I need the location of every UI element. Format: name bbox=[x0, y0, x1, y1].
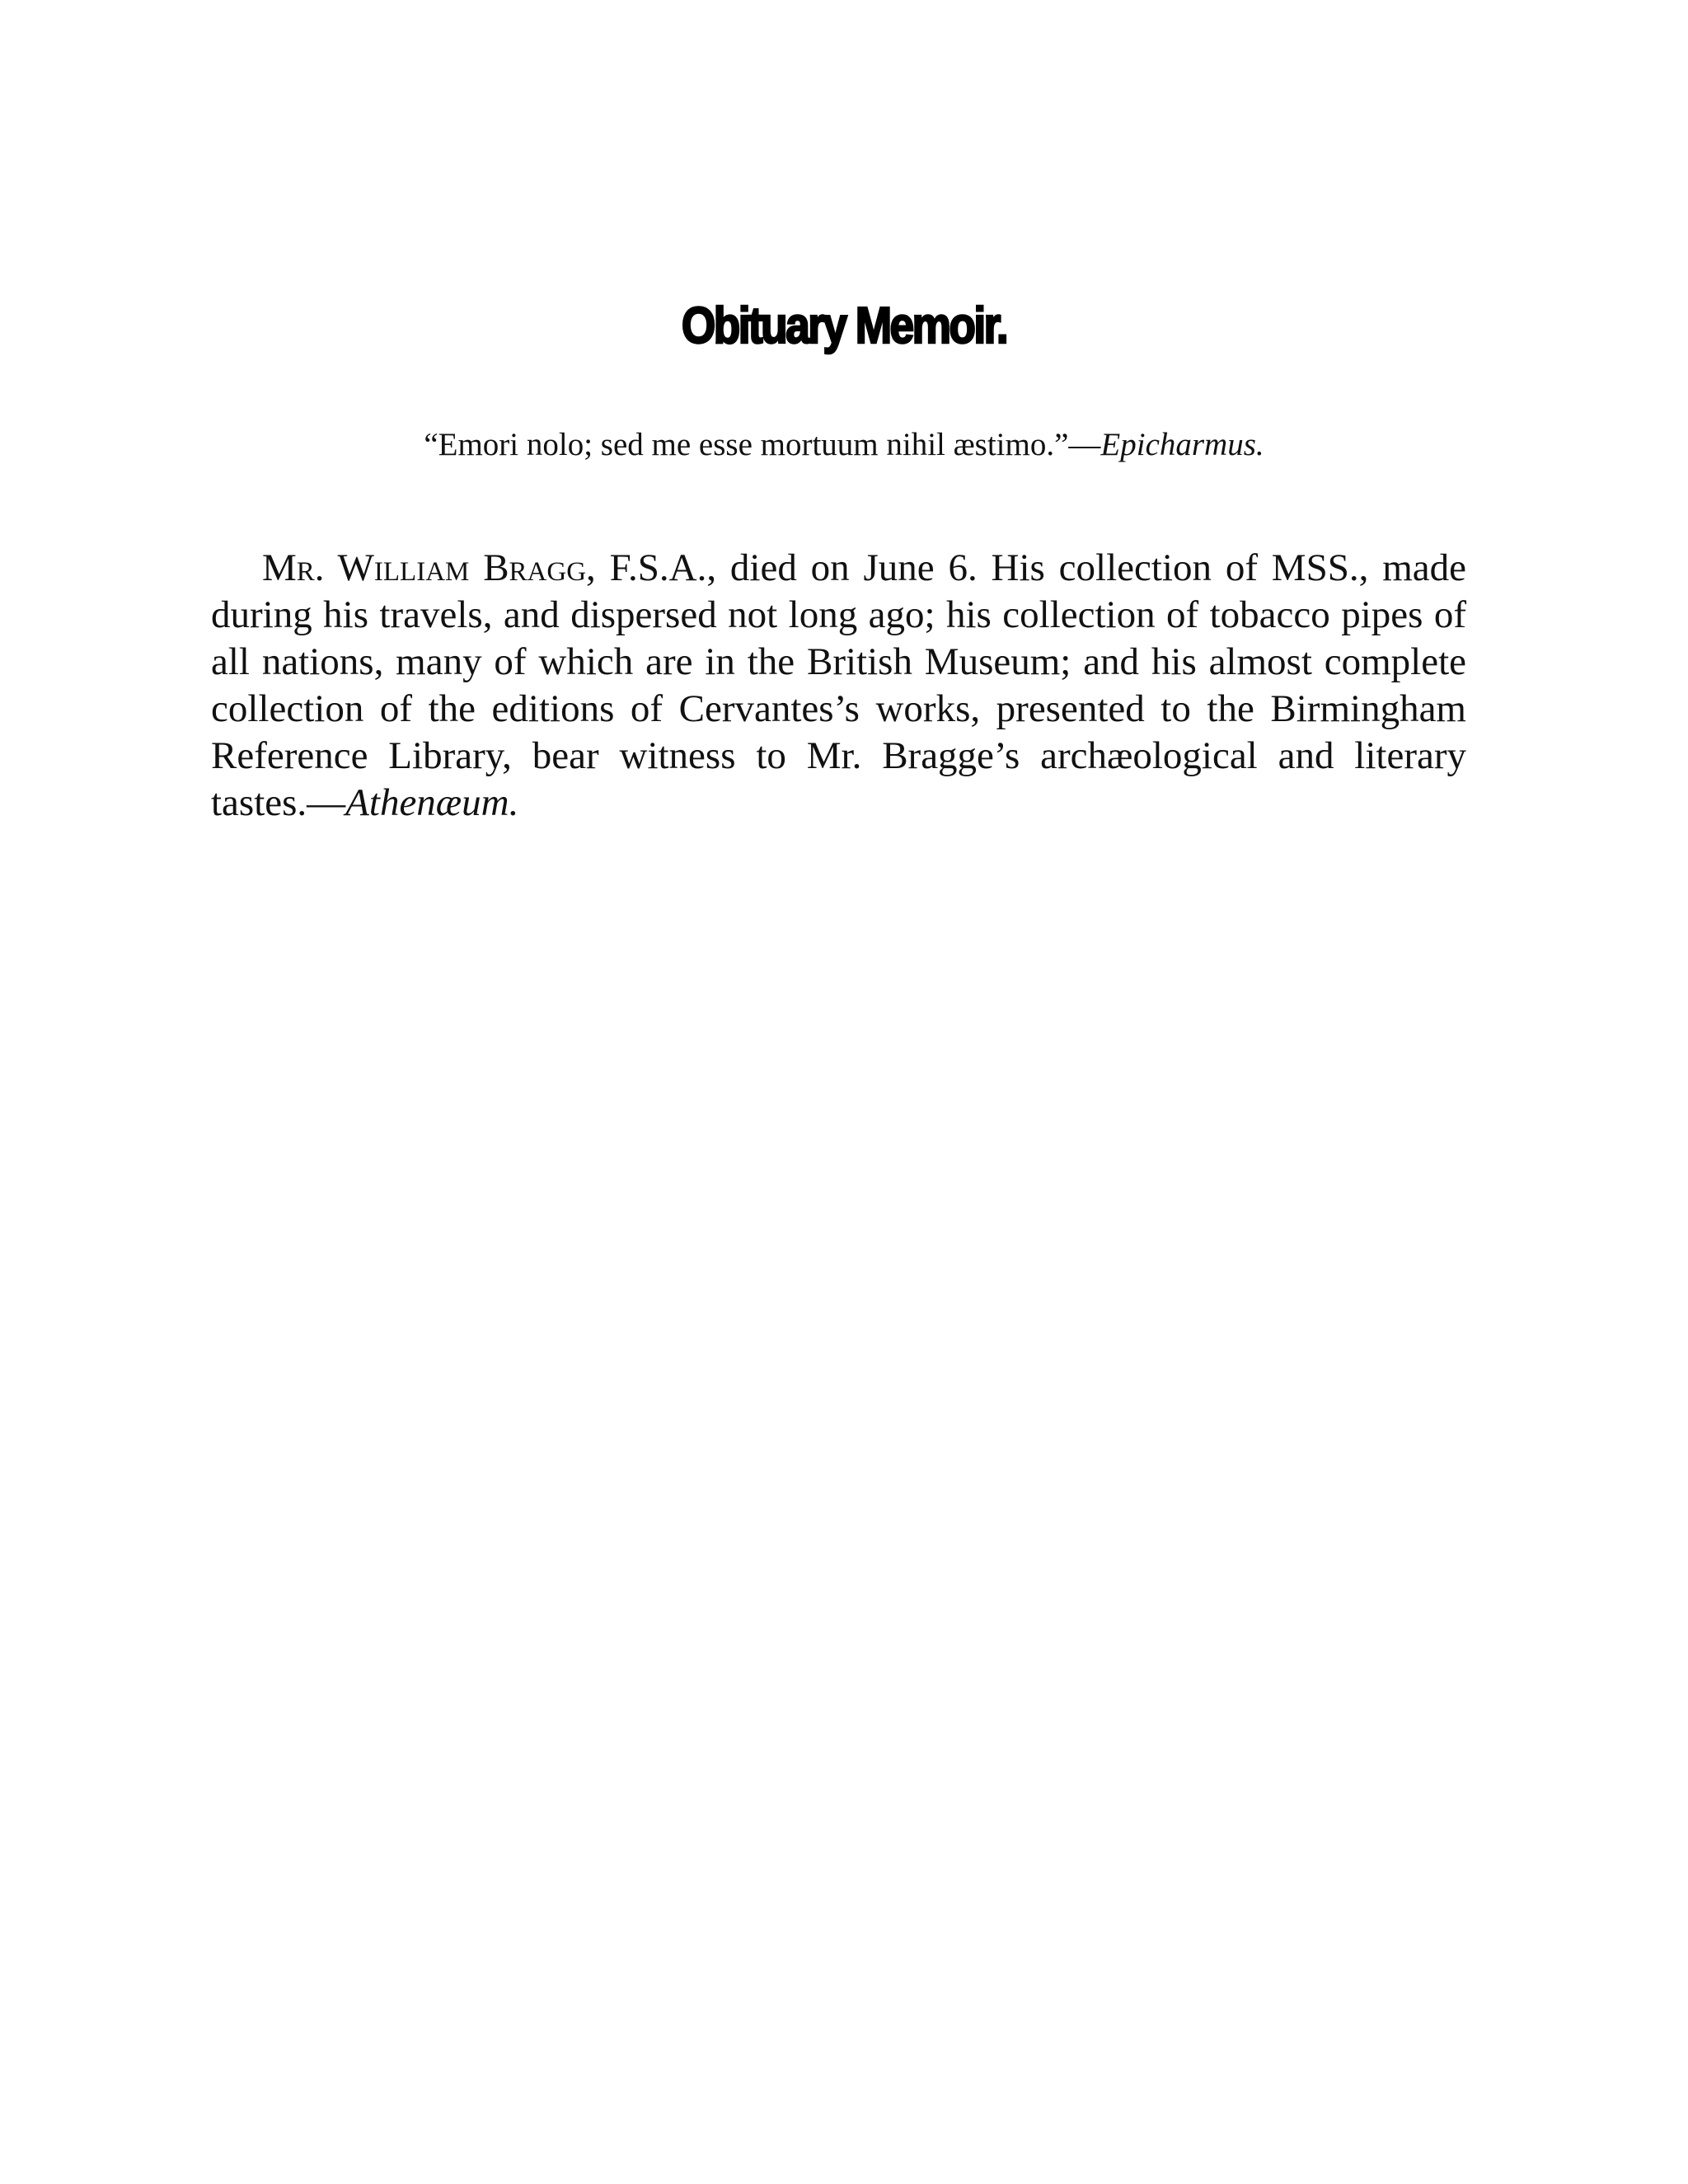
article-paragraph bbox=[211, 545, 1466, 827]
epigraph-quote: “Emori nolo; sed me esse mortuum nihil æstimo.”— bbox=[424, 427, 1101, 462]
article-source: Athenæum. bbox=[345, 781, 519, 824]
article-name: Mr. William Bragg bbox=[262, 546, 587, 589]
epigraph bbox=[0, 422, 1688, 468]
epigraph-attribution: Epicharmus. bbox=[1100, 427, 1264, 462]
page-title: Obituary Memoir. bbox=[681, 298, 1007, 354]
article-text: , F.S.A., died on June 6. His collection of MSS., made during his travels, and dispersed not long ago; his collection of tobacco pipes of all nations, many of which are in the British Museum; and his almost complete collection of the editions of Cervantes’s works, presented to the Birmingham Reference Library, bear witness to Mr. Bragge’s archæological and literary tastes.— bbox=[211, 546, 1466, 824]
